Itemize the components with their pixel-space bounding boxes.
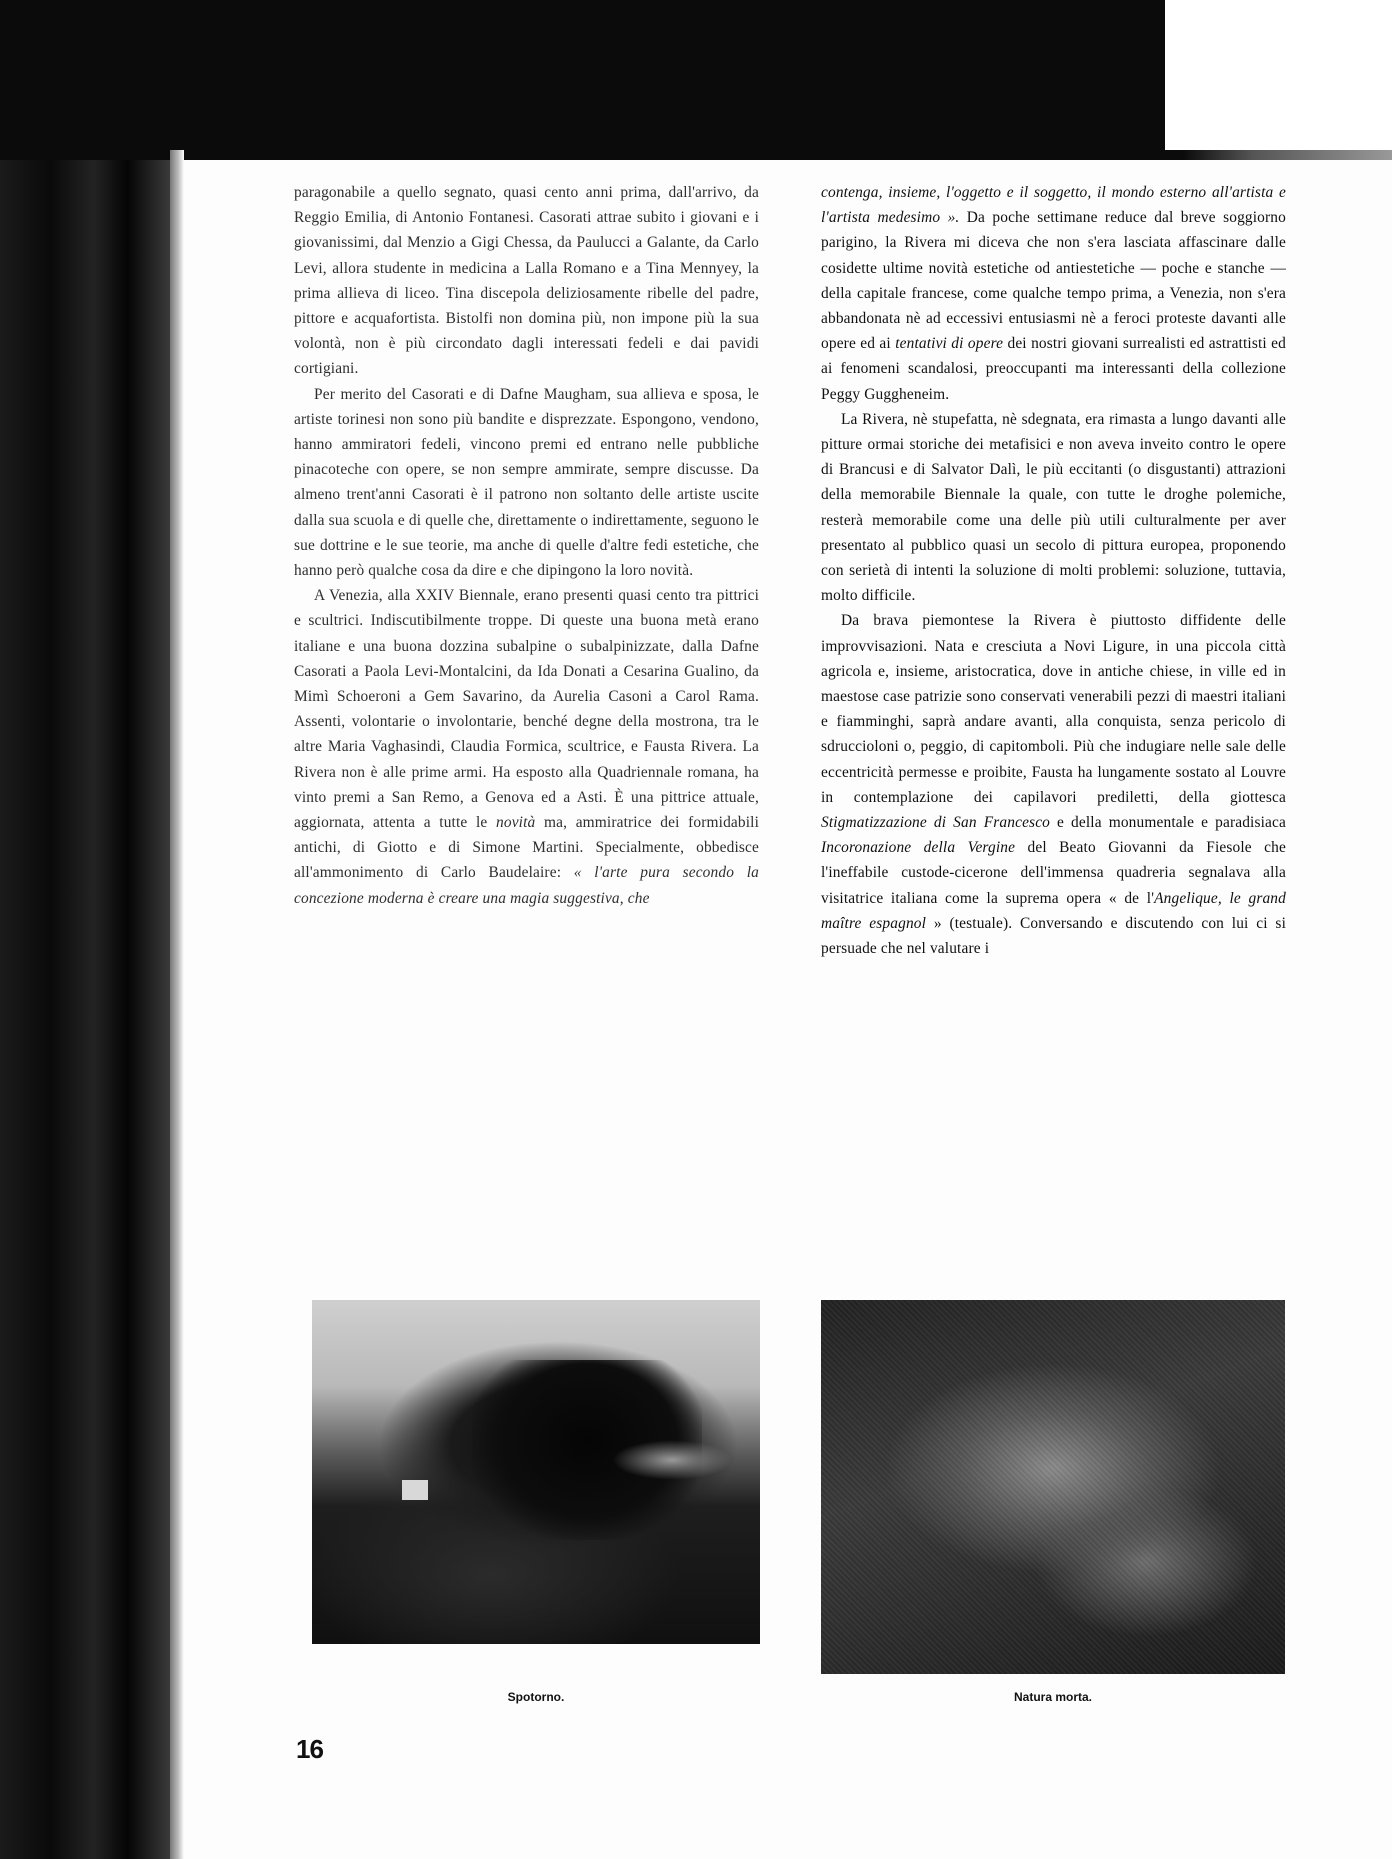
photo-highlight xyxy=(612,1440,732,1480)
paragraph: La Rivera, nè stupefatta, nè sdegnata, era rimasta a lungo davanti alle pitture ormai storiche dei metafisici e non aveva inveito contro le opere di Brancusi e di Salvator Dalì, le più eccitanti (o disgustanti) attrazioni della memorabile Biennale la quale, con tutte le droghe polemiche, resterà memorabile come una delle più utili culturalmente per aver presentato al pubblico quasi un secolo di pittura europea, proponendo con serietà di intenti la soluzione di molti problemi: soluzione, tuttavia, molto difficile. xyxy=(821,410,1286,605)
figure-caption: Natura morta. xyxy=(1013,1690,1093,1704)
italic-quote: « l'arte pura secondo la concezione moderna è creare una magia suggestiva, che xyxy=(294,864,760,907)
italic-text: Angelique, le grand maître espagnol xyxy=(821,889,1287,932)
figure-spotorno xyxy=(312,1300,760,1644)
text-column-right xyxy=(821,180,1286,961)
italic-title: Stigmatizzazione di San Francesco xyxy=(821,814,1051,832)
italic-text: tentativi di opere xyxy=(895,335,1004,353)
painting-photo xyxy=(312,1300,760,1644)
text-run: del Beato Giovanni da Fiesole che l'ineffabile custode-cicerone dell'immensa quadreria segnalava alla visitatrice italiana come la suprema opera « de l' xyxy=(821,839,1286,907)
figure-natura-morta xyxy=(821,1300,1285,1674)
paragraph xyxy=(821,608,1286,961)
photo-grain xyxy=(821,1300,1285,1674)
scan-border-top xyxy=(0,0,1165,160)
text-run: ma, ammiratrice dei formidabili antichi, di Giotto e di Simone Martini. Specialmente, obbedisce all'ammonimento di Carlo Baudelaire: xyxy=(294,814,760,882)
text-column-left xyxy=(294,180,759,911)
italic-title: Incoronazione della Vergine xyxy=(821,839,1016,857)
scan-border-top-bar xyxy=(0,150,1392,160)
photo-house-shape xyxy=(402,1480,428,1500)
italic-quote: contenga, insieme, l'oggetto e il soggetto, il mondo esterno all'artista e l'artista medesimo ». xyxy=(821,184,1286,227)
text-run: Da brava piemontese la Rivera è piuttosto diffidente delle improvvisazioni. Nata e cresciuta a Novi Ligure, in una piccola città agricola e, insieme, aristocratica, dove in antiche chiese, in ville ed in maestose case patrizie sono conservati venerabili pezzi di maestri italiani e fiamminghi, saprà andare avanti, alla conquista, senza pericolo di sdruccioloni o, peggio, di capitomboli. Più che indugiare nelle sale delle eccentricità permesse e proibite, Fausta ha lungamente sostato al Louvre in contemplazione dei capilavori prediletti, della giottesca xyxy=(821,612,1286,806)
painting-photo xyxy=(821,1300,1285,1674)
paragraph xyxy=(294,583,759,911)
magazine-page xyxy=(184,160,1392,1859)
paragraph: paragonabile a quello segnato, quasi cento anni prima, dall'arrivo, da Reggio Emilia, di Antonio Fontanesi. Casorati attrae subito i giovani e i giovanissimi, dal Menzio a Gigi Chessa, da Paulucci a Galante, da Carlo Levi, allora studente in medicina a Lalla Romano e a Tina Mennyey, la prima allieva di liceo. Tina discepola deliziosamente ribelle del padre, pittore e acquafortista. Bistolfi non domina più, non impone più la sua volontà, non è più circondato dagli interessati fedeli e dai pavidi cortigiani. xyxy=(294,184,759,378)
text-run: e della monumentale e paradisiaca xyxy=(1057,814,1286,832)
scan-border-left xyxy=(0,0,170,1859)
text-run: Da poche settimane reduce dal breve soggiorno parigino, la Rivera mi diceva che non s'era lasciata affascinare dalle cosidette ultime novità estetiche od antiestetiche — poche e stanche — della capitale francese, come qualche tempo prima, a Venezia, non s'era abbandonata nè ad eccessivi entusiasmi nè a feroci proteste davanti alle opere ed ai xyxy=(821,209,1286,353)
page-edge xyxy=(170,150,184,1859)
figure-caption: Spotorno. xyxy=(507,1690,565,1704)
paragraph: Per merito del Casorati e di Dafne Maugham, sua allieva e sposa, le artiste torinesi non sono più bandite e disprezzate. Espongono, vendono, hanno ammiratori fedeli, vincono premi ed entrano nelle pubbliche pinacoteche con opere, se non sempre ammirate, sempre discusse. Da almeno trent'anni Casorati è il patrono non soltanto delle artiste uscite dalla sua scuola e di quelle che, direttamente o indirettamente, seguono le sue dottrine e le sue teorie, ma anche di quelle d'altre fedi estetiche, che hanno però qualche cosa da dire e che dipingono la loro novità. xyxy=(294,385,759,580)
text-run: » (testuale). Conversando e discutendo con lui ci si persuade che nel valutare i xyxy=(821,914,1286,958)
italic-text: novità xyxy=(496,814,536,832)
page-number: 16 xyxy=(296,1734,323,1764)
paragraph xyxy=(821,180,1286,407)
text-run: A Venezia, alla XXIV Biennale, erano presenti quasi cento tra pittrici e scultrici. Indiscutibilmente troppe. Di queste una buona metà erano italiane e una buona dozzina subalpine o subalpinizzate, dalla Dafne Casorati a Paola Levi-Montalcini, da Ida Donati a Cesarina Gualino, da Mimì Schoeroni a Gem Savarino, da Aurelia Casoni a Carol Rama. Assenti, volontarie o involontarie, benché degne della mostrona, tra le altre Maria Vaghasindi, Claudia Formica, scultrice, e Fausta Rivera. La Rivera non è alle prime armi. Ha esposto alla Quadriennale romana, ha vinto premi a San Remo, a Genova ed a Asti. È una pittrice attuale, aggiornata, attenta a tutte le xyxy=(294,587,759,832)
text-run: dei nostri giovani surrealisti ed astrattisti ed ai fenomeni scandalosi, preoccupanti ma interessanti della collezione Peggy Guggheneim. xyxy=(821,335,1286,403)
